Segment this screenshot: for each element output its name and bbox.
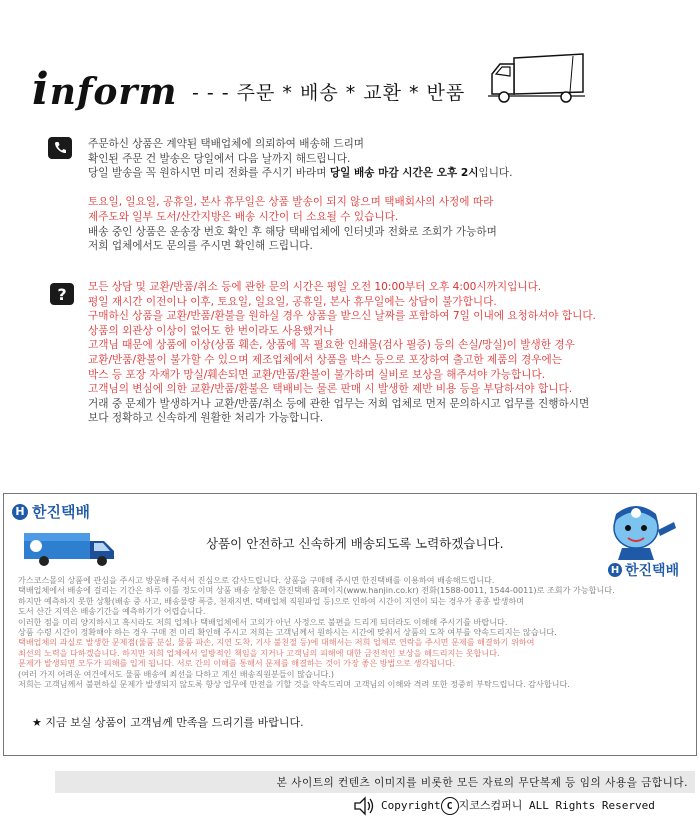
hanjin-mascot-icon	[596, 500, 680, 562]
hanjin-body-line: (여러 가지 어려운 여건에서도 물품 배송에 최선을 다하고 계신 배송직원분들이 많습니다.)	[18, 668, 335, 679]
hanjin-body-line: 최선의 노력을 다하겠습니다. 하지만 저희 업체에서 일방적인 책임을 지거나 고객님의 피해에 대한 금전적인 보상을 해드리지는 못합니다.	[18, 647, 500, 658]
hanjin-logo-text: 한진택배	[32, 503, 90, 521]
hanjin-body-line: 문제가 발생되면 모두가 피해를 입게 됩니다. 서로 간의 이해를 통해서 문제를 해결하는 것이 가장 좋은 방법으로 생각됩니다.	[18, 658, 456, 669]
returns-line: 보다 정확하고 신속하게 원활한 처리가 가능합니다.	[88, 412, 324, 425]
hanjin-logo-secondary	[608, 560, 679, 580]
hanjin-body-line: 택배업체의 과실로 발생한 문제점(물품 분실, 물품 파손, 지연 도착, 기사 불친절 등)에 대해서는 저희 업체로 연락을 주시면 문제를 해결하기 위하여	[18, 637, 535, 648]
returns-line: 고객님 때문에 상품에 이상(상품 훼손, 상품에 꼭 필요한 인쇄물(검사 필증) 등의 손실/망실)이 발생한 경우	[88, 339, 575, 352]
shipping-info	[88, 137, 513, 254]
hanjin-main-text: 상품이 안전하고 신속하게 배송되도록 노력하겠습니다.	[206, 536, 504, 551]
shipping-line: 주문하신 상품은 계약된 택배업체에 의뢰하여 배송해 드리며	[88, 138, 365, 150]
header-title: - - - 주문 * 배송 * 교환 * 반품	[192, 82, 466, 104]
copyright-owner: 지코스컴퍼니 ALL Rights Reserved	[458, 798, 655, 812]
returns-line: 평일 재시간 이전이나 이후, 토요일, 일요일, 공휴일, 본사 휴무일에는 상담이 불가합니다.	[88, 295, 497, 308]
hanjin-body-line: 가스코스몰의 상품에 관심을 주시고 방문해 주셔서 진심으로 감사드립니다. 상품을 구매해 주시면 한진택배를 이용하여 배송해드립니다.	[18, 575, 495, 585]
question-icon: ?	[50, 283, 74, 305]
shipping-red-line: 토요일, 일요일, 공휴일, 본사 휴무일은 상품 발송이 되지 않으며 택배회사의 사정에 따라	[88, 196, 494, 209]
shipping-line: 확인된 주문 건 발송은 당일에서 다음 날까지 해드립니다.	[88, 152, 351, 165]
spacer	[88, 181, 513, 196]
returns-line: 상품의 외관상 이상이 없어도 한 번이라도 사용했거나	[88, 324, 334, 337]
speaker-icon	[353, 796, 375, 816]
shipping-red-line: 제주도와 일부 도서/산간지방은 배송 시간이 더 소요될 수 있습니다.	[88, 210, 399, 223]
hanjin-body-line: 하지만 예측하지 못한 상황(배송 중 사고, 배송물량 폭증, 천재지변, 택배업체 직원파업 등)으로 인하여 시간이 지연이 되는 경우가 종종 발생하며	[18, 595, 525, 606]
shipping-line3-suffix: 입니다.	[478, 167, 513, 180]
returns-line: 거래 중 문제가 발생하거나 교환/반품/취소 등에 관한 업무는 저희 업체로 먼저 문의하시고 업무를 진행하시면	[88, 397, 590, 410]
shipping-line: 저희 업체에서도 문의를 주시면 확인해 드립니다.	[88, 240, 313, 253]
returns-line: 교환/반품/환불이 불가할 수 있으며 제조업체에서 상품을 박스 등으로 포장하여 출고한 제품의 경우에는	[88, 353, 562, 366]
copyright-prefix: Copyright	[381, 798, 441, 812]
hanjin-mark-icon: H	[12, 504, 28, 520]
returns-line: 모든 상담 및 교환/반품/취소 등에 관한 문의 시간은 평일 오전 10:00부터 오후 4:00시까지입니다.	[88, 281, 542, 293]
shipping-line: 배송 중인 상품은 운송장 번호 확인 후 해당 택배업체에 인터넷과 전화로 조회가 가능하며	[88, 225, 497, 238]
logo-rest: nform	[49, 71, 178, 113]
hanjin-body-line: 상품 수령 시간이 정확해야 하는 경우 구매 전 미리 확인해 주시고 저희는 고객님께서 원하시는 시간에 맞춰서 상품의 도착 여부를 약속드리지는 않습니다.	[18, 627, 557, 638]
hanjin-body	[18, 575, 615, 689]
shipping-line	[88, 166, 513, 181]
copyright-mark-icon: C	[441, 797, 459, 815]
returns-line: 고객님의 변심에 의한 교환/반품/환불은 택배비는 물론 판매 시 발생한 제반 비용 등을 부담하셔야 합니다.	[88, 383, 573, 396]
hanjin-body-line: 저희는 고객님께서 불편하실 문제가 발생되지 않도록 항상 업무에 만전을 기할 것을 약속드리며 고객님의 이해와 격려 또한 정중히 부탁드립니다. 감사합니다.	[18, 679, 570, 690]
shipping-line3-prefix: 당일 발송을 꼭 원하시면 미리 전화를 주시기 바라며	[88, 167, 330, 180]
truck-icon	[486, 52, 586, 104]
hanjin-mark-icon: H	[608, 563, 622, 577]
copyright-line	[353, 796, 655, 816]
shipping-deadline: 당일 배송 마감 시간은 오후 2시	[329, 167, 479, 180]
hanjin-logo	[12, 501, 90, 522]
inform-logo	[32, 64, 177, 115]
hanjin-star-line: ★ 지금 보실 상품이 고객님께 만족을 드리기를 바랍니다.	[32, 716, 304, 729]
returns-line: 구매하신 상품을 교환/반품/환불을 원하실 경우 상품을 받으신 날짜를 포함하여 7일 이내에 요청하셔야 합니다.	[88, 310, 596, 323]
phone-icon	[48, 137, 72, 159]
hanjin-body-line: 도서 산간 지역은 배송기간을 예측하기가 어렵습니다.	[18, 606, 206, 617]
hanjin-logo-text: 한진택배	[625, 563, 680, 579]
returns-info	[88, 280, 596, 426]
logo-i: i	[32, 64, 50, 115]
copyright-notice: 본 사이트의 컨텐츠 이미지를 비롯한 모든 자료의 무단복제 등 임의 사용을 금합니다.	[276, 777, 688, 789]
returns-line: 박스 등 포장 자재가 망실/훼손되면 교환/반품/환불이 불가하며 실비로 보상을 해주셔야 가능합니다.	[88, 368, 546, 381]
hanjin-body-line: 택배업체에서 배송에 걸리는 기간은 하루 이틀 정도이며 상품 배송 상황은 한진택배 홈페이지(www.hanjin.co.kr) 전화(1588-0011, 1544-0011)로 조회가 가능합니다.	[18, 585, 615, 596]
hanjin-body-line: 이러한 점을 미리 양지하시고 혹시라도 저희 업체나 택배업체에서 고의가 아닌 사정으로 불편을 드리게 되더라도 이해해 주시기를 바랍니다.	[18, 616, 508, 627]
hanjin-truck-icon	[22, 531, 118, 567]
